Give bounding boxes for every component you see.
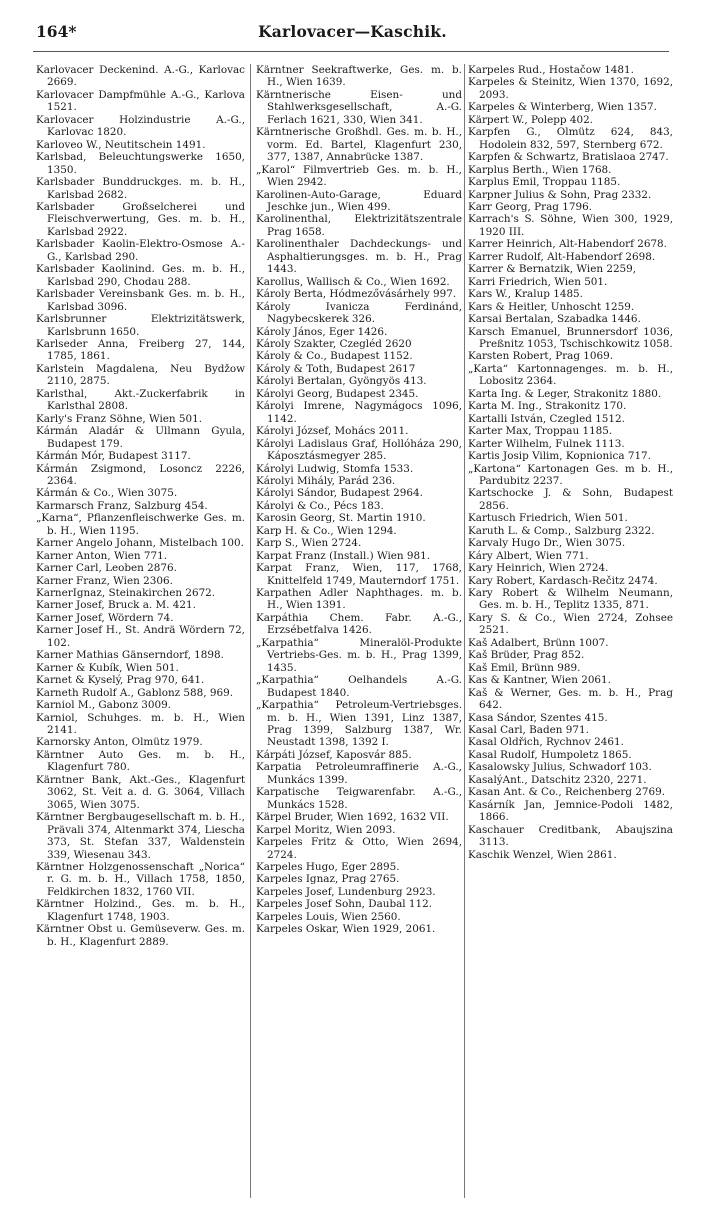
directory-entry: Károly & Co., Budapest 1152.: [256, 350, 413, 363]
directory-entry: Karosin Georg, St. Martin 1910.: [256, 512, 426, 525]
directory-entry: Kasárník Jan, Jemnice-Podoli 1482, 1866.: [468, 798, 673, 824]
directory-entry: Kaš & Werner, Ges. m. b. H., Prag 642.: [468, 686, 673, 712]
directory-entry: Kärpert W., Polepp 402.: [468, 113, 593, 126]
directory-entry: Karlovacer Holzindustrie A.-G., Karlovac 1820.: [36, 113, 245, 139]
directory-entry: Karlsbader Vereinsbank Ges. m. b. H., Karlsbad 3096.: [36, 288, 245, 313]
directory-entry: Kary Heinrich, Wien 2724.: [468, 562, 609, 575]
directory-entry: Károly Berta, Hódmezővásárhely 997.: [256, 288, 457, 301]
directory-entry: Karner Josef H., St. Andrä Wördern 72, 102.: [36, 624, 245, 649]
directory-entry: Karner Anton, Wien 771.: [36, 549, 168, 562]
directory-entry: „Karol“ Filmvertrieb Ges. m. b. H., Wien 2942.: [256, 163, 462, 189]
column-divider: [250, 64, 251, 1198]
directory-entry: „Kartona“ Kartonagen Ges. m b. H., Pardubitz 2237.: [468, 462, 673, 487]
directory-entry: Károlyi Sándor, Budapest 2964.: [256, 487, 423, 500]
directory-entry: Karlsbader Großselcherei und Fleischverwertung, Ges. m. b. H., Karlsbad 2922.: [36, 200, 245, 238]
directory-entry: Karp S., Wien 2724.: [256, 537, 362, 550]
directory-entry: Karnet & Kyselý, Prag 970, 641.: [36, 674, 205, 687]
directory-entry: Károlyi Imrene, Nagymágocs 1096, 1142.: [256, 400, 462, 425]
directory-entry: „Karna“, Pflanzenfleischwerke Ges. m. b. H., Wien 1195.: [36, 512, 245, 537]
directory-entry: Karpeles Ignaz, Prag 2765.: [256, 873, 400, 886]
directory-entry: Kärpel Bruder, Wien 1692, 1632 VII.: [256, 811, 449, 824]
directory-entry: Karsch Emanuel, Brunnersdorf 1036, Preßnitz 1053, Tschischkowitz 1058.: [468, 325, 673, 350]
directory-entry: Karniol M., Gabonz 3009.: [36, 699, 171, 712]
directory-entry: Kars W., Kralup 1485.: [468, 288, 583, 301]
directory-entry: Karlsbad, Beleuchtungswerke 1650, 1350.: [36, 151, 245, 176]
directory-entry: Karner Josef, Bruck a. M. 421.: [36, 599, 196, 612]
directory-entry: Károly Szakter, Czegléd 2620: [256, 337, 412, 350]
directory-entry: Karlovacer Dampfmühle A.-G., Karlova 1521.: [36, 88, 245, 114]
directory-entry: Karpeles Hugo, Eger 2895.: [256, 861, 400, 873]
directory-entry: Karolinenthaler Dachdeckungs- und Asphaltierungsges. m. b. H., Prag 1443.: [256, 238, 462, 276]
page-number: 164*: [36, 22, 77, 41]
directory-entry: Karpel Moritz, Wien 2093.: [256, 823, 396, 836]
directory-entry: Karlsbader Kaolin-Elektro-Osmose A.-G., Karlsbad 290.: [36, 238, 245, 263]
directory-entry: Kas & Kantner, Wien 2061.: [468, 674, 611, 687]
directory-entry: Karlsbader Bunddruckges. m. b. H., Karlsbad 2682.: [36, 176, 245, 201]
directory-entry: Kartis Josip Vilim, Kopnionica 717.: [468, 450, 651, 463]
directory-entry: Karner & Kubík, Wien 501.: [36, 661, 179, 674]
directory-entry: Karolinenthal, Elektrizitätszentrale Prag 1658.: [256, 213, 462, 238]
directory-entry: Kaš Emil, Brünn 989.: [468, 661, 581, 674]
directory-column-2: [256, 64, 462, 1202]
directory-entry: Karlsbrunner Elektrizitätswerk, Karlsbrunn 1650.: [36, 313, 245, 338]
directory-entry: Karloveo W., Neutitschein 1491.: [36, 138, 206, 151]
directory-entry: Kasal Rudolf, Humpoletz 1865.: [468, 748, 632, 761]
directory-entry: Károlyi Ludwig, Stomfa 1533.: [256, 462, 414, 475]
directory-entry: Karpat Franz, Wien, 117, 1768, Knittelfeld 1749, Mauterndorf 1751.: [256, 562, 462, 587]
directory-entry: Karpeles Rud., Hostačow 1481.: [468, 64, 634, 76]
directory-entry: Karter Wilhelm, Fulnek 1113.: [468, 437, 625, 450]
directory-entry: Károly Ivanicza Ferdinánd, Nagybecskerek 326.: [256, 300, 462, 326]
directory-entry: Kárpáti József, Kaposvár 885.: [256, 748, 412, 761]
directory-entry: Karneth Rudolf A., Gablonz 588, 969.: [36, 686, 234, 699]
header-rule: [33, 51, 669, 52]
directory-entry: Kasa Sándor, Szentes 415.: [468, 711, 608, 724]
directory-entry: Karlovacer Deckenind. A.-G., Karlovac 2669.: [36, 64, 245, 89]
directory-entry: Karpeles Louis, Wien 2560.: [256, 910, 401, 923]
directory-entry: Kärntnerische Großhdl. Ges. m. b. H., vorm. Ed. Bartel, Klagenfurt 230, 377, 1387, Annabrücke 1387.: [256, 126, 462, 164]
directory-entry: Kármán Zsigmond, Losoncz 2226, 2364.: [36, 462, 245, 487]
directory-entry: Karpeles Oskar, Wien 1929, 2061.: [256, 923, 436, 936]
directory-entry: Káry Albert, Wien 771.: [468, 549, 589, 562]
directory-entry: Kary Robert, Kardasch-Rečitz 2474.: [468, 574, 658, 587]
directory-entry: Károlyi József, Mohács 2011.: [256, 425, 409, 438]
directory-entry: Karlseder Anna, Freiberg 27, 144, 1785, 1861.: [36, 337, 245, 363]
directory-entry: Karsai Bertalan, Szabadka 1446.: [468, 313, 641, 326]
directory-entry: Karpner Julius & Sohn, Prag 2332.: [468, 188, 652, 201]
directory-entry: „Karpathia“ Petroleum-Vertriebsges. m. b. H., Wien 1391, Linz 1387, Prag 1399, Salzburg 1387, Wr. Neustadt 1398, 1392 I.: [256, 699, 462, 749]
directory-entry: Kaschik Wenzel, Wien 2861.: [468, 848, 617, 861]
directory-entry: Kärntner Holzgenossenschaft „Norica“ r. G. m. b. H., Villach 1758, 1850, Feldkirchen 1832, 1760 VII.: [36, 861, 245, 898]
directory-entry: Karpeles & Winterberg, Wien 1357.: [468, 101, 657, 114]
directory-entry: Karpáthia Chem. Fabr. A.-G., Erzsébetfalva 1426.: [256, 611, 462, 637]
directory-entry: Kärntner Seekraftwerke, Ges. m. b. H., Wien 1639.: [256, 64, 462, 89]
directory-entry: Kärntner Obst u. Gemüseverw. Ges. m. b. H., Klagenfurt 2889.: [36, 923, 245, 948]
column-divider: [464, 64, 465, 1198]
directory-entry: Kaschauer Creditbank, Abaujszina 3113.: [468, 823, 673, 849]
directory-entry: Kärntner Bank, Akt.-Ges., Klagenfurt 3062, St. Veit a. d. G. 3064, Villach 3065, Wien 3075.: [36, 773, 245, 811]
directory-entry: Karlsthal, Akt.-Zuckerfabrik in Karlsthal 2808.: [36, 387, 245, 413]
directory-entry: Károlyi Bertalan, Gyöngyös 413.: [256, 375, 427, 388]
directory-entry: Karpeles Fritz & Otto, Wien 2694, 2724.: [256, 836, 462, 861]
directory-entry: Kasal Oldřich, Rychnov 2461.: [468, 736, 624, 749]
directory-entry: Kary Robert & Wilhelm Neumann, Ges. m. b. H., Teplitz 1335, 871.: [468, 587, 673, 612]
directory-entry: Kármán & Co., Wien 3075.: [36, 487, 178, 500]
directory-entry: Karrer Heinrich, Alt-Habendorf 2678.: [468, 238, 667, 251]
directory-entry: Karp H. & Co., Wien 1294.: [256, 524, 397, 537]
directory-entry: Karuth L. & Comp., Salzburg 2322.: [468, 524, 655, 537]
directory-entry: Kasan Ant. & Co., Reichenberg 2769.: [468, 786, 666, 799]
directory-entry: Kary S. & Co., Wien 2724, Zohsee 2521.: [468, 611, 673, 637]
directory-entry: Karner Josef, Wördern 74.: [36, 611, 174, 624]
directory-entry: Karner Carl, Leoben 2876.: [36, 562, 177, 575]
directory-entry: Karpeles Josef, Lundenburg 2923.: [256, 885, 436, 898]
directory-entry: Karter Max, Troppau 1185.: [468, 425, 613, 438]
directory-entry: Kármán Mór, Budapest 3117.: [36, 450, 191, 463]
directory-entry: Karpatia Petroleumraffinerie A.-G., Munkács 1399.: [256, 761, 462, 786]
running-title: Karlovacer—Kaschik.: [258, 22, 447, 41]
directory-entry: Károlyi Ladislaus Graf, Hollóháza 290, Káposztásmegyer 285.: [256, 437, 462, 463]
directory-entry: Karpat Franz (Install.) Wien 981.: [256, 549, 431, 562]
directory-entry: Kaš Brüder, Prag 852.: [468, 649, 585, 662]
directory-entry: Karpfen & Schwartz, Bratislaoa 2747.: [468, 151, 669, 164]
directory-entry: Karplus Emil, Troppau 1185.: [468, 176, 621, 189]
directory-entry: Károly János, Eger 1426.: [256, 325, 388, 338]
directory-entry: Károlyi & Co., Pécs 183.: [256, 499, 384, 512]
directory-entry: Karrer & Bernatzik, Wien 2259,: [468, 263, 637, 276]
directory-entry: Karsten Robert, Prag 1069.: [468, 350, 614, 363]
directory-entry: Kartalli István, Czegled 1512.: [468, 412, 625, 425]
directory-entry: Kärntner Bergbaugesellschaft m. b. H., Prävali 374, Altenmarkt 374, Liescha 373, St. Stefan 337, Waldenstein 339, Wiesenau 343.: [36, 811, 245, 861]
directory-entry: Karner Franz, Wien 2306.: [36, 574, 173, 587]
directory-entry: Karpfen G., Olmütz 624, 843, Hodolein 832, 597, Sternberg 672.: [468, 126, 673, 151]
directory-entry: Karpathen Adler Naphthages. m. b. H., Wien 1391.: [256, 587, 462, 612]
directory-entry: Kasalowsky Julius, Schwadorf 103.: [468, 761, 652, 774]
directory-entry: Karta Ing. & Leger, Strakonitz 1880.: [468, 387, 662, 400]
directory-entry: Kartschocke J. & Sohn, Budapest 2856.: [468, 487, 673, 512]
directory-entry: Károlyi Georg, Budapest 2345.: [256, 387, 419, 400]
directory-column-3: [468, 64, 673, 1202]
directory-entry: Karta M. Ing., Strakonitz 170.: [468, 400, 627, 413]
directory-entry: „Karpathia“ Mineralöl-Produkte Vertriebs-Ges. m. b. H., Prag 1399, 1435.: [256, 636, 462, 674]
directory-entry: Karner Mathias Gänserndorf, 1898.: [36, 649, 224, 662]
directory-entry: Karvaly Hugo Dr., Wien 3075.: [468, 537, 626, 550]
directory-entry: Karly's Franz Söhne, Wien 501.: [36, 412, 203, 425]
directory-entry: Kärntnerische Eisen- und Stahlwerksgesellschaft, A.-G. Ferlach 1621, 330, Wien 341.: [256, 88, 462, 126]
directory-entry: Karr Georg, Prag 1796.: [468, 200, 592, 213]
page-header: [0, 0, 705, 46]
directory-entry: Karri Friedrich, Wien 501.: [468, 275, 608, 288]
directory-entry: Kaš Adalbert, Brünn 1007.: [468, 636, 609, 649]
directory-entry: Karollus, Wallisch & Co., Wien 1692.: [256, 275, 450, 288]
directory-entry: Károlyi Mihály, Parád 236.: [256, 474, 396, 487]
directory-entry: Kärntner Holzind., Ges. m. b. H., Klagenfurt 1748, 1903.: [36, 898, 245, 923]
directory-entry: Karpatische Teigwarenfabr. A.-G., Munkács 1528.: [256, 786, 462, 811]
directory-entry: Karplus Berth., Wien 1768.: [468, 163, 612, 176]
directory-entry: Kartusch Friedrich, Wien 501.: [468, 512, 628, 525]
directory-entry: Karpeles & Steinitz, Wien 1370, 1692, 2093.: [468, 76, 673, 101]
directory-entry: Karner Angelo Johann, Mistelbach 100.: [36, 537, 244, 550]
directory-entry: Karpeles Josef Sohn, Daubal 112.: [256, 898, 433, 911]
directory-entry: Karlsbader Kaolinind. Ges. m. b. H., Karlsbad 290, Chodau 288.: [36, 263, 245, 288]
directory-entry: Kärntner Auto Ges. m. b. H., Klagenfurt 780.: [36, 748, 245, 774]
directory-entry: KarnerIgnaz, Steinakirchen 2672.: [36, 587, 216, 600]
directory-entry: Karrer Rudolf, Alt-Habendorf 2698.: [468, 250, 656, 263]
directory-entry: Karmarsch Franz, Salzburg 454.: [36, 499, 208, 512]
directory-entry: Kars & Heitler, Unhoscht 1259.: [468, 300, 635, 313]
directory-entry: Karlstein Magdalena, Neu Bydžow 2110, 2875.: [36, 362, 245, 388]
directory-entry: Karrach's S. Söhne, Wien 300, 1929, 1920 III.: [468, 213, 673, 238]
directory-column-1: [36, 64, 245, 1202]
directory-entry: Kasal Carl, Baden 971.: [468, 724, 589, 737]
directory-entry: Karniol, Schuhges. m. b. H., Wien 2141.: [36, 711, 245, 737]
directory-entry: Károly & Toth, Budapest 2617: [256, 362, 416, 375]
directory-entry: „Karpathia“ Oelhandels A.-G. Budapest 1840.: [256, 674, 462, 699]
directory-entry: Karolinen-Auto-Garage, Eduard Jeschke jun., Wien 499.: [256, 188, 462, 213]
directory-entry: Karnorsky Anton, Olmütz 1979.: [36, 736, 203, 749]
directory-entry: Kármán Aladár & Ullmann Gyula, Budapest 179.: [36, 425, 245, 450]
directory-entry: „Karta“ Kartonnagenges. m. b. H., Lobositz 2364.: [468, 362, 673, 388]
directory-entry: KasalýAnt., Datschitz 2320, 2271.: [468, 773, 647, 786]
